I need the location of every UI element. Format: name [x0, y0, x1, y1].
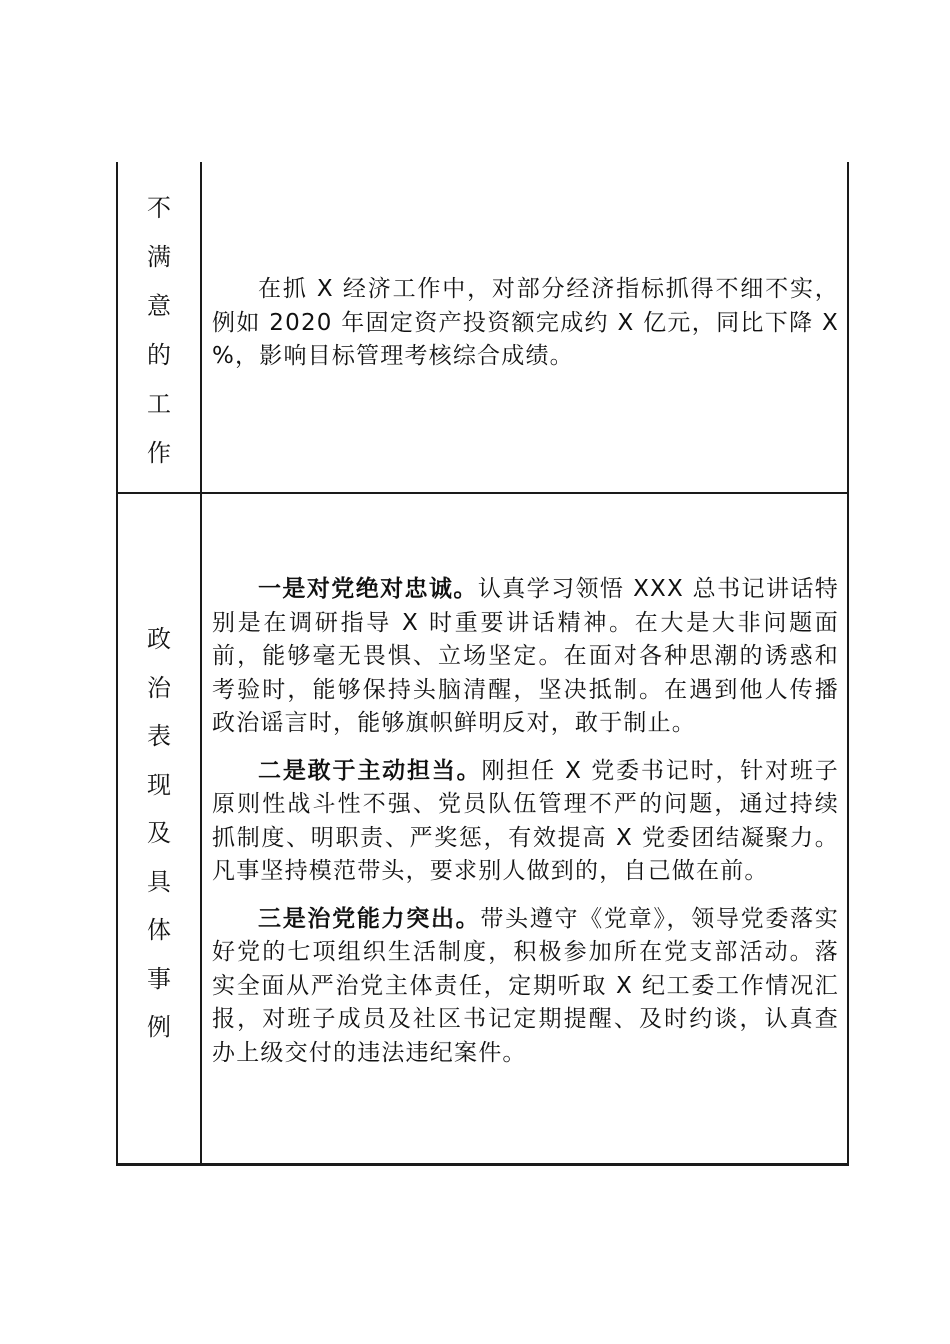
paragraph-text: 刚担任 X 党委书记时，针对班子原则性战斗性不强、党员队伍管理不严的问题，通过持续抓制度、明职责、严奖惩，有效提高 X 党委团结凝聚力。凡事坚持模范带头，要求别人做到的，自己做在前。 [212, 757, 839, 884]
label-char: 治 [147, 673, 171, 702]
paragraph-text: 在抓 X 经济工作中，对部分经济指标抓得不细不实，例如 2020 年固定资产投资额完成约 X 亿元，同比下降 X %，影响目标管理考核综合成绩。 [212, 276, 839, 369]
row-label-unsatisfactory-work [118, 184, 200, 478]
row-content-political-performance [212, 573, 839, 1070]
paragraph-text: 带头遵守《党章》，领导党委落实好党的七项组织生活制度，积极参加所在党支部活动。落实全面从严治党主体责任，定期听取 X 纪工委工作情况汇报，对班子成员及社区书记定期提醒、及时约谈，认真查办上级交付的违法违纪案件。 [212, 905, 839, 1066]
label-char: 工 [147, 390, 171, 418]
label-char: 的 [147, 341, 171, 369]
table-row-divider [116, 492, 849, 494]
label-char: 事 [147, 964, 171, 993]
paragraph-lead: 一是对党绝对忠诚。 [258, 576, 478, 602]
label-char: 表 [147, 722, 171, 750]
paragraph-lead: 三是治党能力突出。 [258, 905, 481, 932]
label-char: 现 [147, 770, 171, 799]
label-char: 满 [147, 243, 171, 271]
paragraph-text: 认真学习领悟 XXX 总书记讲话特别是在调研指导 X 时重要讲话精神。在大是大非问题面前，能够毫无畏惧、立场坚定。在面对各种思潮的诱惑和考验时，能够保持头脑清醒，坚决抵制。在遇到他人传播政治谣言时，能够旗帜鲜明反对，敢于制止。 [212, 576, 839, 736]
label-char: 及 [147, 819, 171, 847]
paragraph [212, 755, 839, 889]
row-label-political-performance [118, 615, 200, 1052]
table-bottom-border [116, 1163, 849, 1166]
paragraph-lead: 二是敢于主动担当。 [258, 757, 482, 784]
table-column-divider [200, 162, 202, 1166]
label-char: 体 [147, 916, 171, 944]
label-char: 不 [147, 194, 171, 222]
row-content-unsatisfactory-work [212, 273, 839, 374]
paragraph [212, 573, 839, 741]
label-char: 具 [147, 867, 171, 896]
paragraph [212, 903, 839, 1071]
label-char: 政 [147, 625, 171, 653]
label-char: 作 [147, 439, 171, 467]
paragraph [212, 273, 839, 374]
table-right-border [847, 162, 849, 1166]
label-char: 例 [147, 1013, 171, 1041]
label-char: 意 [147, 292, 171, 320]
